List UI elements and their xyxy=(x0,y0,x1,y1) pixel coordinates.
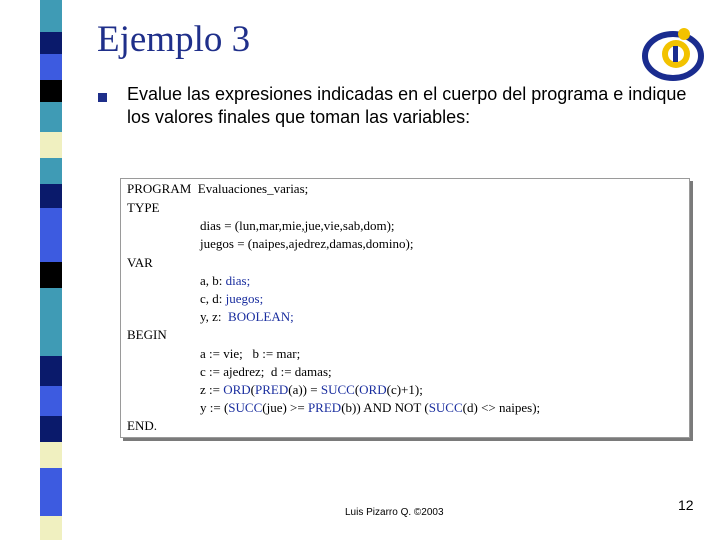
instruction-text: Evalue las expresiones indicadas en el cuerpo del programa e indique los valores finales que toman las variables: xyxy=(127,84,687,127)
juegos-declaration: juegos = (naipes,ajedrez,damas,domino); xyxy=(200,236,414,251)
stmt3-part: ( xyxy=(354,382,360,397)
end-keyword: END. xyxy=(127,418,157,433)
bullet-icon xyxy=(98,93,107,102)
statement-4 xyxy=(200,399,540,417)
statement-3 xyxy=(200,381,423,399)
idc-logo-icon xyxy=(640,20,706,86)
var-yz-names: y, z: xyxy=(200,309,222,324)
begin-keyword: BEGIN xyxy=(127,327,167,342)
slide-title: Ejemplo 3 xyxy=(97,19,251,60)
type-keyword: TYPE xyxy=(127,200,160,215)
ord-function: ORD xyxy=(359,382,387,397)
type-juegos: juegos; xyxy=(225,291,264,306)
var-ab-names: a, b: xyxy=(200,273,223,288)
stmt4-part: y := ( xyxy=(200,400,229,415)
stmt4-part: (b)) AND NOT ( xyxy=(341,400,429,415)
var-keyword: VAR xyxy=(127,255,153,270)
stmt3-part: (a)) = xyxy=(288,382,321,397)
succ-function: SUCC xyxy=(228,400,263,415)
succ-function: SUCC xyxy=(428,400,463,415)
ord-function: ORD xyxy=(223,382,251,397)
statement-1: a := vie; b := mar; xyxy=(200,346,301,361)
var-yz-line xyxy=(200,308,294,326)
var-cd-names: c, d: xyxy=(200,291,223,306)
program-name: Evaluaciones_varias; xyxy=(197,181,309,196)
pred-function: PRED xyxy=(307,400,342,415)
page-number: 12 xyxy=(678,497,694,513)
var-ab-line xyxy=(200,272,250,290)
stmt4-part: (d) <> naipes); xyxy=(462,400,541,415)
succ-function: SUCC xyxy=(320,382,355,397)
program-keyword: PROGRAM xyxy=(127,181,192,196)
decorative-stripe xyxy=(0,0,70,540)
stmt3-part: (c)+1); xyxy=(386,382,423,397)
footer-author: Luis Pizarro Q. ©2003 xyxy=(345,507,444,518)
statement-2: c := ajedrez; d := damas; xyxy=(200,364,332,379)
var-cd-line xyxy=(200,290,263,308)
stmt4-part: (jue) >= xyxy=(262,400,308,415)
pred-function: PRED xyxy=(255,382,289,397)
dias-declaration: dias = (lun,mar,mie,jue,vie,sab,dom); xyxy=(200,218,395,233)
stmt3-part: ( xyxy=(250,382,256,397)
type-dias: dias; xyxy=(225,273,251,288)
program-line xyxy=(127,180,308,198)
type-boolean: BOOLEAN; xyxy=(228,309,294,324)
stmt3-part: z := xyxy=(200,382,224,397)
